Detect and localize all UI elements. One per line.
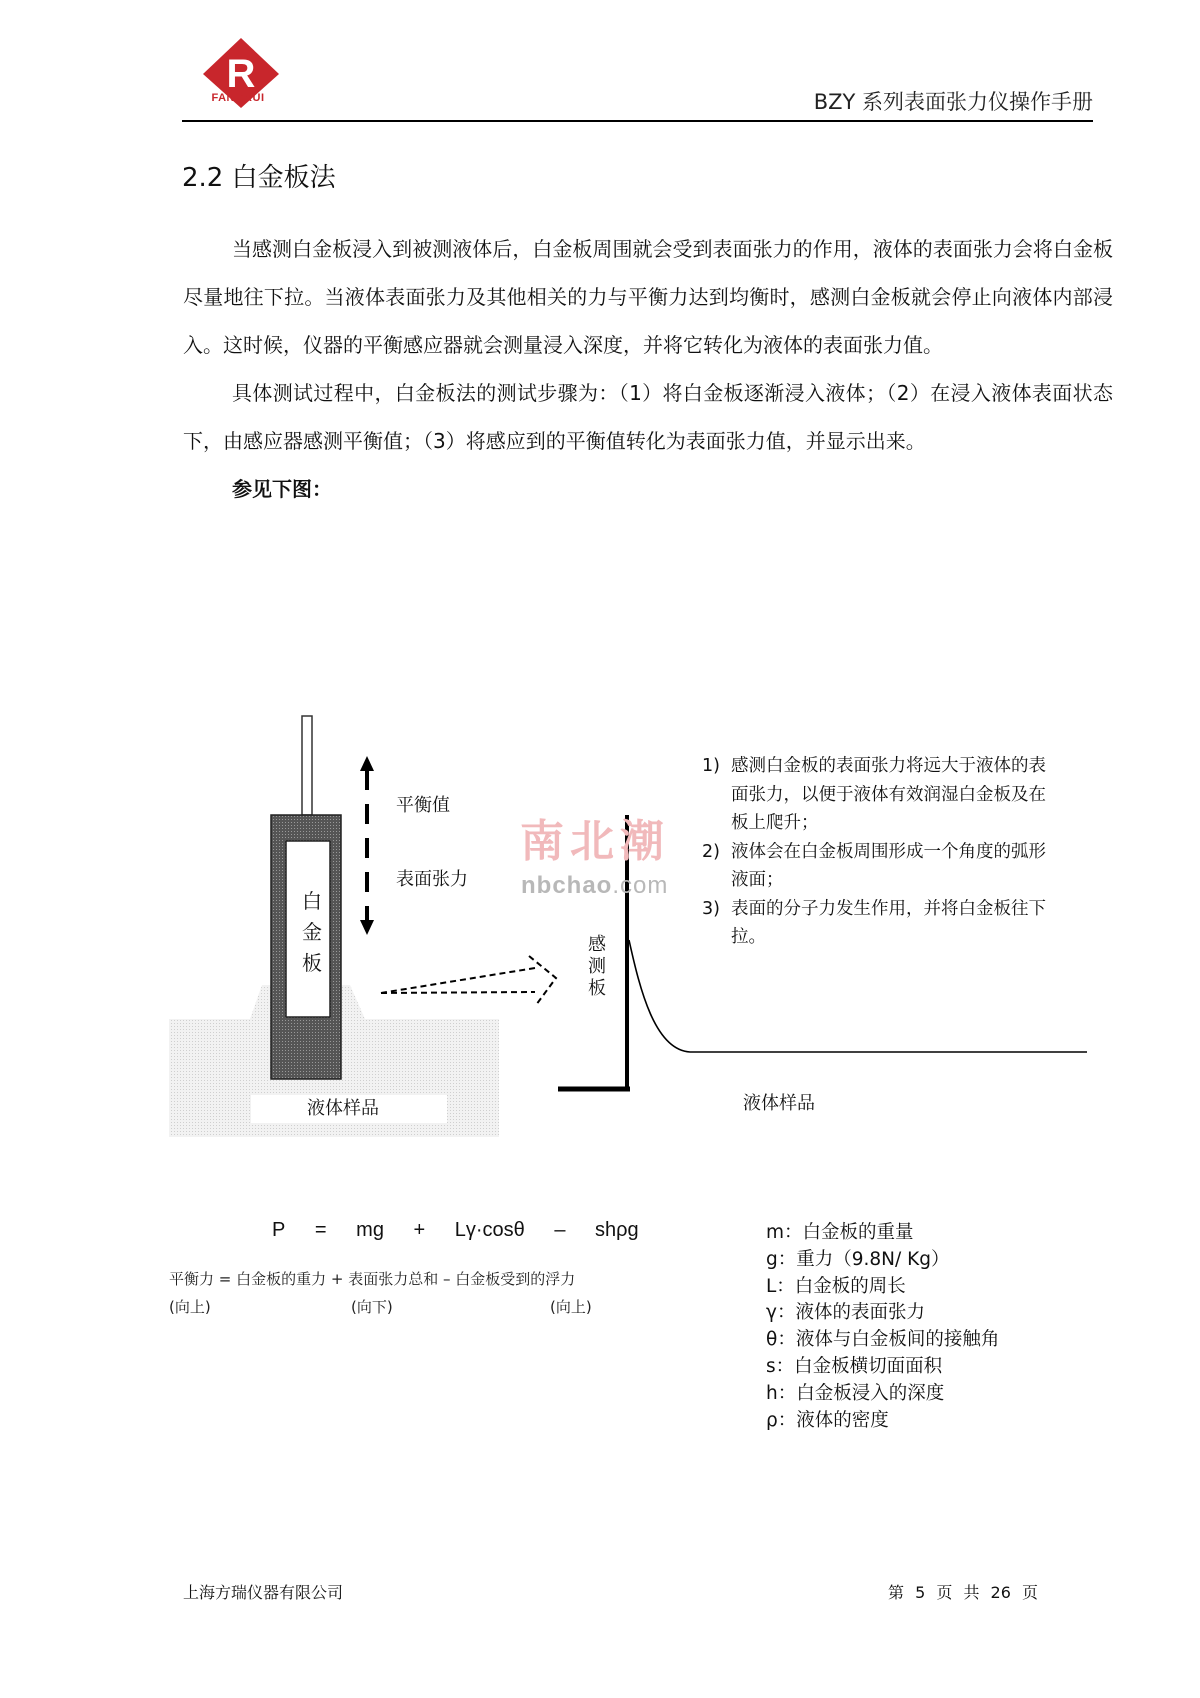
variable-item: s：白金板横切面面积 bbox=[766, 1355, 943, 1377]
watermark-url bbox=[521, 874, 668, 898]
svg-text:R: R bbox=[226, 52, 256, 96]
direction-down: (向下) bbox=[351, 1298, 393, 1316]
surface-tension-label: 表面张力 bbox=[396, 869, 468, 890]
watermark: 南北潮 bbox=[520, 816, 670, 867]
note-item bbox=[702, 752, 1062, 838]
variable-item: g：重力（9.8N/ Kg） bbox=[766, 1248, 950, 1270]
direction-up: (向上) bbox=[550, 1298, 592, 1316]
formula-term: – bbox=[554, 1219, 566, 1241]
formula-term: P bbox=[272, 1219, 286, 1241]
sensor-plate-label bbox=[588, 934, 606, 1000]
sensor-char: 感 bbox=[588, 934, 606, 955]
note-number: 2) bbox=[702, 841, 720, 862]
force-arrow bbox=[360, 756, 374, 935]
logo-text: FANGRUI bbox=[211, 92, 265, 104]
document-title: BZY 系列表面张力仪操作手册 bbox=[813, 90, 1093, 114]
variable-item: m：白金板的重量 bbox=[766, 1222, 914, 1243]
plate-char: 板 bbox=[302, 951, 322, 975]
note-number: 3) bbox=[702, 898, 720, 919]
note-text: 表面的分子力发生作用，并将白金板往下拉。 bbox=[731, 898, 1046, 947]
plate-label bbox=[302, 886, 322, 979]
plate-rod bbox=[302, 716, 312, 815]
note-item bbox=[702, 895, 1062, 952]
variable-legend bbox=[766, 1220, 999, 1434]
variable-item: L：白金板的周长 bbox=[766, 1275, 906, 1297]
page-number: 第 5 页 共 26 页 bbox=[888, 1583, 1038, 1602]
paragraph: 具体测试过程中，白金板法的测试步骤为：（1）将白金板逐渐浸入液体；（2）在浸入液体表面状态下，由感应器感测平衡值；（3）将感应到的平衡值转化为表面张力值，并显示出来。 bbox=[183, 381, 1113, 453]
liquid-sample-label-right: 液体样品 bbox=[743, 1093, 815, 1114]
formula-term: + bbox=[413, 1219, 426, 1241]
footer-company: 上海方瑞仪器有限公司 bbox=[183, 1583, 344, 1602]
section-heading: 2.2 白金板法 bbox=[182, 163, 336, 193]
formula-term: mg bbox=[356, 1219, 384, 1241]
transition-arrow bbox=[381, 956, 556, 1005]
direction-up: (向上) bbox=[169, 1298, 211, 1316]
see-figure-label: 参见下图： bbox=[232, 477, 332, 501]
diagram-notes bbox=[702, 752, 1062, 952]
liquid-sample-label-left: 液体样品 bbox=[307, 1098, 379, 1119]
watermark-tld: .com bbox=[612, 872, 669, 899]
note-item bbox=[702, 838, 1062, 895]
variable-item: γ：液体的表面张力 bbox=[766, 1302, 925, 1324]
variable-item: θ：液体与白金板间的接触角 bbox=[766, 1329, 1000, 1351]
sensor-char: 板 bbox=[588, 978, 606, 999]
note-number: 1) bbox=[702, 756, 720, 776]
formula-term: shρg bbox=[595, 1219, 639, 1241]
paragraph: 当感测白金板浸入到被测液体后，白金板周围就会受到表面张力的作用，液体的表面张力会将白金板尽量地往下拉。当液体表面张力及其他相关的力与平衡力达到均衡时，感测白金板就会停止向液体内部浸入。这时候，仪器的平衡感应器就会测量浸入深度，并将它转化为液体的表面张力值。 bbox=[183, 237, 1113, 357]
note-text: 液体会在白金板周围形成一个角度的弧形液面； bbox=[731, 841, 1046, 890]
formula-term: Lγ·cosθ bbox=[454, 1219, 525, 1241]
formula bbox=[272, 1218, 663, 1242]
balance-value-label: 平衡值 bbox=[396, 795, 450, 816]
plate-char: 白 bbox=[302, 889, 322, 913]
formula-description: 平衡力 = 白金板的重力 + 表面张力总和 – 白金板受到的浮力 bbox=[169, 1270, 576, 1288]
variable-item: ρ：液体的密度 bbox=[766, 1409, 889, 1431]
sensor-char: 测 bbox=[588, 956, 606, 977]
watermark-domain: nbchao bbox=[521, 872, 613, 899]
variable-item: h：白金板浸入的深度 bbox=[766, 1382, 945, 1404]
formula-term: = bbox=[314, 1219, 327, 1241]
plate-char: 金 bbox=[302, 920, 322, 944]
note-text: 感测白金板的表面张力将远大于液体的表面张力，以便于液体有效润湿白金板及在板上爬升； bbox=[731, 756, 1046, 833]
